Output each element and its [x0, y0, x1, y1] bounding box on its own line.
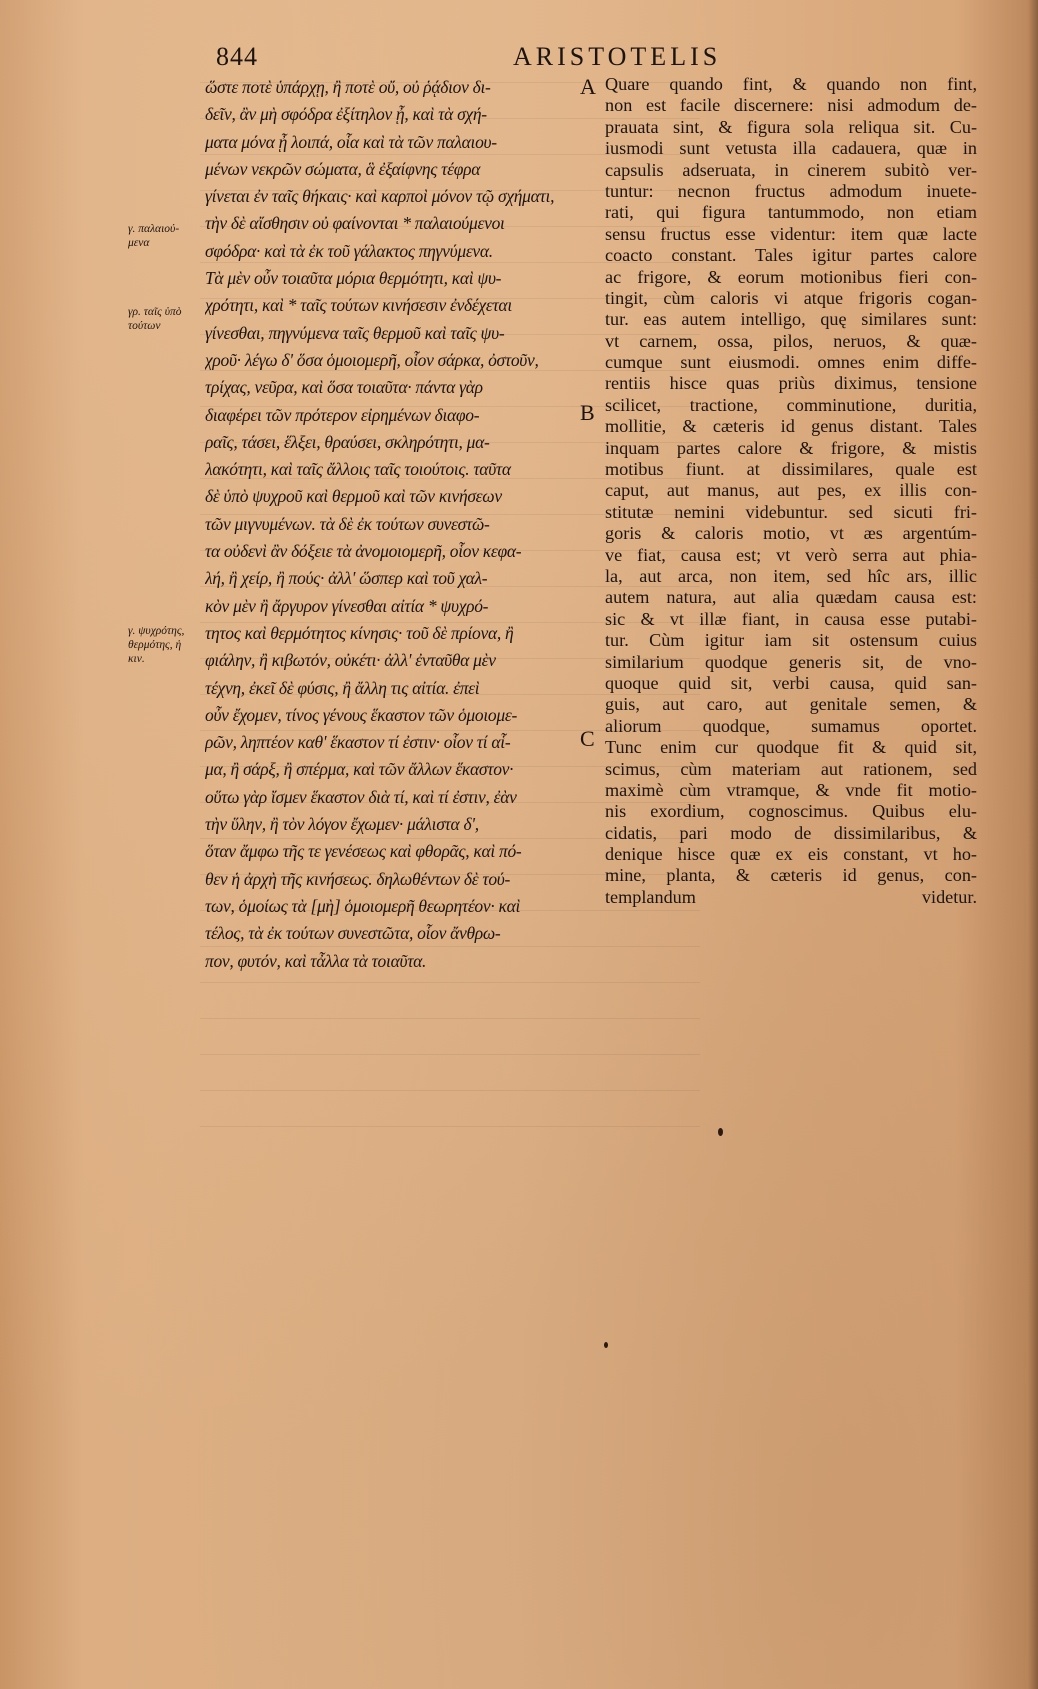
margin-note-text: γ. ψυχρότης, θερμότης, ἡ κιν.: [128, 625, 185, 665]
greek-text-line: οὕτω γὰρ ἴσμεν ἕκαστον διὰ τί, καὶ τί ἐστιν, ἐὰν: [205, 786, 517, 807]
section-marker-b: B: [580, 400, 595, 425]
latin-text-line: scilicet, tractione, comminutione, duritia,: [605, 394, 977, 415]
greek-text-line: λή, ἢ χείρ, ἢ πούς· ἀλλ' ὥσπερ καὶ τοῦ χαλ-: [205, 568, 488, 589]
margin-note-text: γρ. ταῖς ὑπὸ τούτων: [128, 306, 182, 332]
latin-text-line: goris & caloris motio, vt æs argentúm-: [605, 523, 977, 544]
latin-text-line: denique hisce quæ ex eis constant, vt ho-: [605, 844, 977, 865]
greek-text-line: χροῦ· λέγω δ' ὅσα ὁμοιομερῆ, οἷον σάρκα, ὀστοῦν,: [205, 349, 539, 370]
margin-note-3: [128, 624, 210, 666]
latin-text-line: coacto constant. Tales igitur partes calore: [605, 245, 977, 266]
latin-text-line: aliorum quodque, sumamus oportet.: [605, 715, 977, 736]
latin-text-line: sensu fructus esse videntur: item quæ lacte: [605, 223, 977, 244]
page-edge-shadow: [1028, 0, 1038, 1689]
greek-text-line: γίνεσθαι, πηγνύμενα ταῖς θερμοῦ καὶ ταῖς ψυ-: [205, 322, 505, 343]
latin-text-line: ac frigore, & eorum motionibus fieri con-: [605, 266, 977, 287]
latin-text-line: nis exordium, cognoscimus. Quibus elu-: [605, 801, 977, 822]
greek-text-line: τέλος, τὰ ἐκ τούτων συνεστῶτα, οἷον ἄνθρω-: [205, 923, 501, 944]
running-title: ARISTOTELIS: [513, 42, 722, 71]
latin-text-line: templandum videtur.: [605, 886, 977, 907]
margin-note-text: γ. παλαιού- μενα: [128, 223, 180, 249]
greek-text-line: τρίχας, νεῦρα, καὶ ὅσα τοιαῦτα· πάντα γὰρ: [205, 377, 483, 398]
latin-text-line: la, aut arca, non item, sed hîc ars, illic: [605, 565, 977, 586]
latin-text-line: cidatis, pari modo de dissimilaribus, &: [605, 822, 977, 843]
latin-text-line: mollitie, & cæteris id genus distant. Tales: [605, 416, 977, 437]
latin-translation-column: [605, 74, 977, 908]
greek-text-line: διαφέρει τῶν πρότερον εἰρημένων διαφο-: [205, 404, 480, 425]
greek-text-line: τὴν ὕλην, ἢ τὸν λόγον ἔχωμεν· μάλιστα δ',: [205, 814, 479, 835]
greek-text-line: τέχνη, ἐκεῖ δὲ φύσις, ἢ ἄλλη τις αἰτία. ἐπεὶ: [205, 677, 480, 698]
greek-text-line: τῶν μιγνυμένων. τὰ δὲ ἐκ τούτων συνεστῶ-: [205, 513, 490, 534]
latin-text-line: Quare quando fint, & quando non fint,: [605, 74, 977, 94]
greek-text-line: Τὰ μὲν οὖν τοιαῦτα μόρια θερμότητι, καὶ ψυ-: [205, 268, 502, 289]
latin-text-line: cumque sunt eiusmodi. omnes enim diffe-: [605, 352, 977, 373]
greek-text-line: τὴν δὲ αἴσθησιν οὐ φαίνονται * παλαιούμενοι: [205, 213, 505, 234]
greek-text-line: τητος καὶ θερμότητος κίνησις· τοῦ δὲ πρίονα, ἢ: [205, 622, 514, 643]
greek-text-line: οὖν ἔχομεν, τίνος γένους ἕκαστον τῶν ὁμοιομε-: [205, 704, 517, 725]
page-header: [0, 40, 1038, 74]
latin-text-line: stitutæ nemini videbuntur. sed sicuti fri-: [605, 501, 977, 522]
latin-text-line: tur. eas autem intelligo, quę similares sunt:: [605, 309, 977, 330]
greek-text-line: τα οὐδενὶ ἂν δόξειε τὰ ἀνομοιομερῆ, οἷον κεφα-: [205, 541, 522, 562]
greek-text-line: ρῶν, ληπτέον καθ' ἕκαστον τί ἐστιν· οἷον τί αἷ-: [205, 732, 511, 753]
latin-text-line: quoque quid sit, verbi causa, quid san-: [605, 672, 977, 693]
latin-text-line: similarium quodque generis sit, de vno-: [605, 651, 977, 672]
greek-text-column: [205, 74, 585, 975]
latin-text-line: vt carnem, ossa, pilos, neruos, & quæ-: [605, 330, 977, 351]
margin-note-1: [128, 222, 210, 250]
ink-spot: [604, 1342, 608, 1348]
latin-text-line: rentiis hisce quas priùs diximus, tensione: [605, 373, 977, 394]
latin-text-line: sic & vt illæ fiant, in causa esse putabi-: [605, 608, 977, 629]
greek-text-line: φιάλην, ἢ κιβωτόν, οὐκέτι· ἀλλ' ἐνταῦθα μὲν: [205, 650, 496, 671]
latin-text-line: inquam partes calore & frigore, & mistis: [605, 437, 977, 458]
section-marker-a: A: [580, 74, 596, 99]
latin-text-line: mine, planta, & cæteris id genus, con-: [605, 865, 977, 886]
greek-text-line: ματα μόνα ᾖ λοιπά, οἷα καὶ τὰ τῶν παλαιου-: [205, 131, 497, 152]
greek-text-line: λακότητι, καὶ ταῖς ἄλλοις ταῖς τοιούτοις. ταῦτα: [205, 459, 511, 480]
greek-text-line: μένων νεκρῶν σώματα, ἃ ἐξαίφνης τέφρα: [205, 158, 481, 179]
latin-text-line: tingit, cùm caloris vi atque frigoris cogan-: [605, 287, 977, 308]
greek-text-line: ὥστε ποτὲ ὑπάρχῃ, ἢ ποτὲ οὔ, οὐ ῥᾴδιον δι-: [205, 77, 491, 97]
latin-text-line: capsulis adseruata, in cinerem subitò ver-: [605, 159, 977, 180]
page-number: 844: [216, 42, 258, 71]
greek-text-line: γίνεται ἐν ταῖς θήκαις· καὶ καρποὶ μόνον τῷ σχήματι,: [205, 186, 555, 207]
latin-text-line: Tunc enim cur quodque fit & quid sit,: [605, 737, 977, 758]
section-marker-c: C: [580, 726, 595, 751]
latin-text-line: tuntur: necnon fructus admodum inuete-: [605, 180, 977, 201]
latin-text-line: non est facile discernere: nisi admodum de-: [605, 95, 977, 116]
greek-text-line: δὲ ὑπὸ ψυχροῦ καὶ θερμοῦ καὶ τῶν κινήσεων: [205, 486, 502, 507]
greek-text-line: ραῖς, τάσει, ἕλξει, θραύσει, σκληρότητι, μα-: [205, 431, 490, 452]
greek-text-line: σφόδρα· καὶ τὰ ἐκ τοῦ γάλακτος πηγνύμενα.: [205, 240, 493, 261]
greek-text-line: κὸν μὲν ἢ ἄργυρον γίνεσθαι αἰτία * ψυχρό-: [205, 595, 489, 616]
latin-text-line: ve fiat, causa est; vt verò serra aut phia-: [605, 544, 977, 565]
latin-text-line: rati, qui figura tantummodo, non etiam: [605, 202, 977, 223]
latin-text-line: caput, aut manus, aut pes, ex illis con-: [605, 480, 977, 501]
greek-text-line: μα, ἢ σάρξ, ἢ σπέρμα, καὶ τῶν ἄλλων ἕκαστον·: [205, 759, 514, 780]
latin-text-line: prauata sint, & figura sola reliqua sit. Cu-: [605, 116, 977, 137]
greek-text-line: των, ὁμοίως τὰ [μὴ] ὁμοιομερῆ θεωρητέον· καὶ: [205, 895, 521, 916]
ink-spot: [718, 1128, 723, 1136]
latin-text-line: autem natura, aut alia quædam causa est:: [605, 587, 977, 608]
latin-text-line: motibus fiunt. at dissimilares, quale est: [605, 459, 977, 480]
latin-text-line: maximè cùm vtramque, & vnde fit motio-: [605, 779, 977, 800]
latin-text-line: iusmodi sunt vetusta illa cadauera, quæ in: [605, 138, 977, 159]
latin-text-line: scimus, cùm materiam aut rationem, sed: [605, 758, 977, 779]
latin-text-line: tur. Cùm igitur iam sit ostensum cuius: [605, 630, 977, 651]
greek-text-line: ὅταν ἄμφω τῆς τε γενέσεως καὶ φθορᾶς, καὶ πό-: [205, 841, 522, 862]
latin-text-line: guis, aut caro, aut genitale semen, &: [605, 694, 977, 715]
margin-note-2: [128, 305, 210, 333]
greek-text-line: θεν ἡ ἀρχὴ τῆς κινήσεως. δηλωθέντων δὲ τού-: [205, 868, 511, 889]
greek-text-line: δεῖν, ἂν μὴ σφόδρα ἐξίτηλον ᾖ, καὶ τὰ σχή-: [205, 104, 487, 125]
greek-text-line: χρότητι, καὶ * ταῖς τούτων κινήσεσιν ἐνδέχεται: [205, 295, 512, 316]
greek-text-line: πον, φυτόν, καὶ τἆλλα τὰ τοιαῦτα.: [205, 950, 427, 971]
